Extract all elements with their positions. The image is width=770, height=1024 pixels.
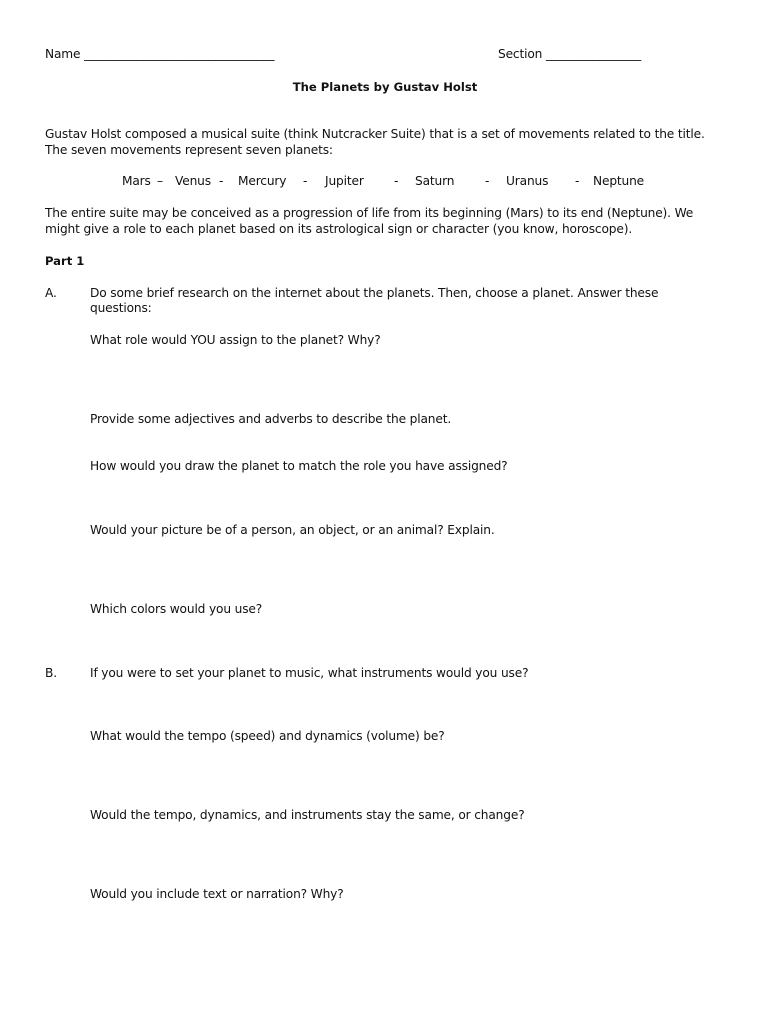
planets-list xyxy=(0,174,770,190)
question-picture-type: Would your picture be of a person, an object, or an animal? Explain. xyxy=(90,523,495,537)
section-a-instructions-line-1: Do some brief research on the internet about the planets. Then, choose a planet. Answer these xyxy=(90,286,659,300)
planet-mars: Mars xyxy=(122,174,151,188)
planet-uranus: Uranus xyxy=(506,174,549,188)
question-change: Would the tempo, dynamics, and instruments stay the same, or change? xyxy=(90,808,525,822)
planet-separator: - xyxy=(575,174,580,188)
suite-line-2: might give a role to each planet based on its astrological sign or character (you know, horoscope). xyxy=(45,222,633,236)
question-role: What role would YOU assign to the planet? Why? xyxy=(90,333,381,347)
document-title: The Planets by Gustav Holst xyxy=(292,80,478,94)
planet-separator: - xyxy=(394,174,399,188)
planet-jupiter: Jupiter xyxy=(325,174,364,188)
question-narration: Would you include text or narration? Why? xyxy=(90,887,344,901)
planet-venus: Venus xyxy=(175,174,211,188)
name-blank: ________________________________ xyxy=(84,47,275,61)
planet-mercury: Mercury xyxy=(238,174,287,188)
section-b-label: B. xyxy=(45,666,57,680)
name-field xyxy=(45,47,274,62)
question-colors: Which colors would you use? xyxy=(90,602,263,616)
planet-separator: - xyxy=(485,174,490,188)
question-tempo-dynamics: What would the tempo (speed) and dynamics (volume) be? xyxy=(90,729,445,743)
suite-line-1: The entire suite may be conceived as a progression of life from its beginning (Mars) to its end (Neptune). We xyxy=(45,206,694,220)
section-field xyxy=(498,47,641,62)
question-adjectives: Provide some adjectives and adverbs to describe the planet. xyxy=(90,412,452,426)
section-label: Section xyxy=(498,47,543,61)
section-a-instructions-line-2: questions: xyxy=(90,301,152,315)
name-label: Name xyxy=(45,47,81,61)
planet-separator: - xyxy=(303,174,308,188)
section-blank: ________________ xyxy=(545,47,642,61)
planet-separator: - xyxy=(219,174,224,188)
planet-separator: – xyxy=(157,174,163,188)
question-instruments: If you were to set your planet to music, what instruments would you use? xyxy=(90,666,529,680)
question-drawing: How would you draw the planet to match the role you have assigned? xyxy=(90,459,508,473)
part-1-heading: Part 1 xyxy=(45,254,85,268)
planet-saturn: Saturn xyxy=(415,174,455,188)
intro-line-1: Gustav Holst composed a musical suite (think Nutcracker Suite) that is a set of movements related to the title. xyxy=(45,127,705,141)
planet-neptune: Neptune xyxy=(593,174,645,188)
intro-line-2: The seven movements represent seven planets: xyxy=(45,143,333,157)
section-a-label: A. xyxy=(45,286,57,300)
